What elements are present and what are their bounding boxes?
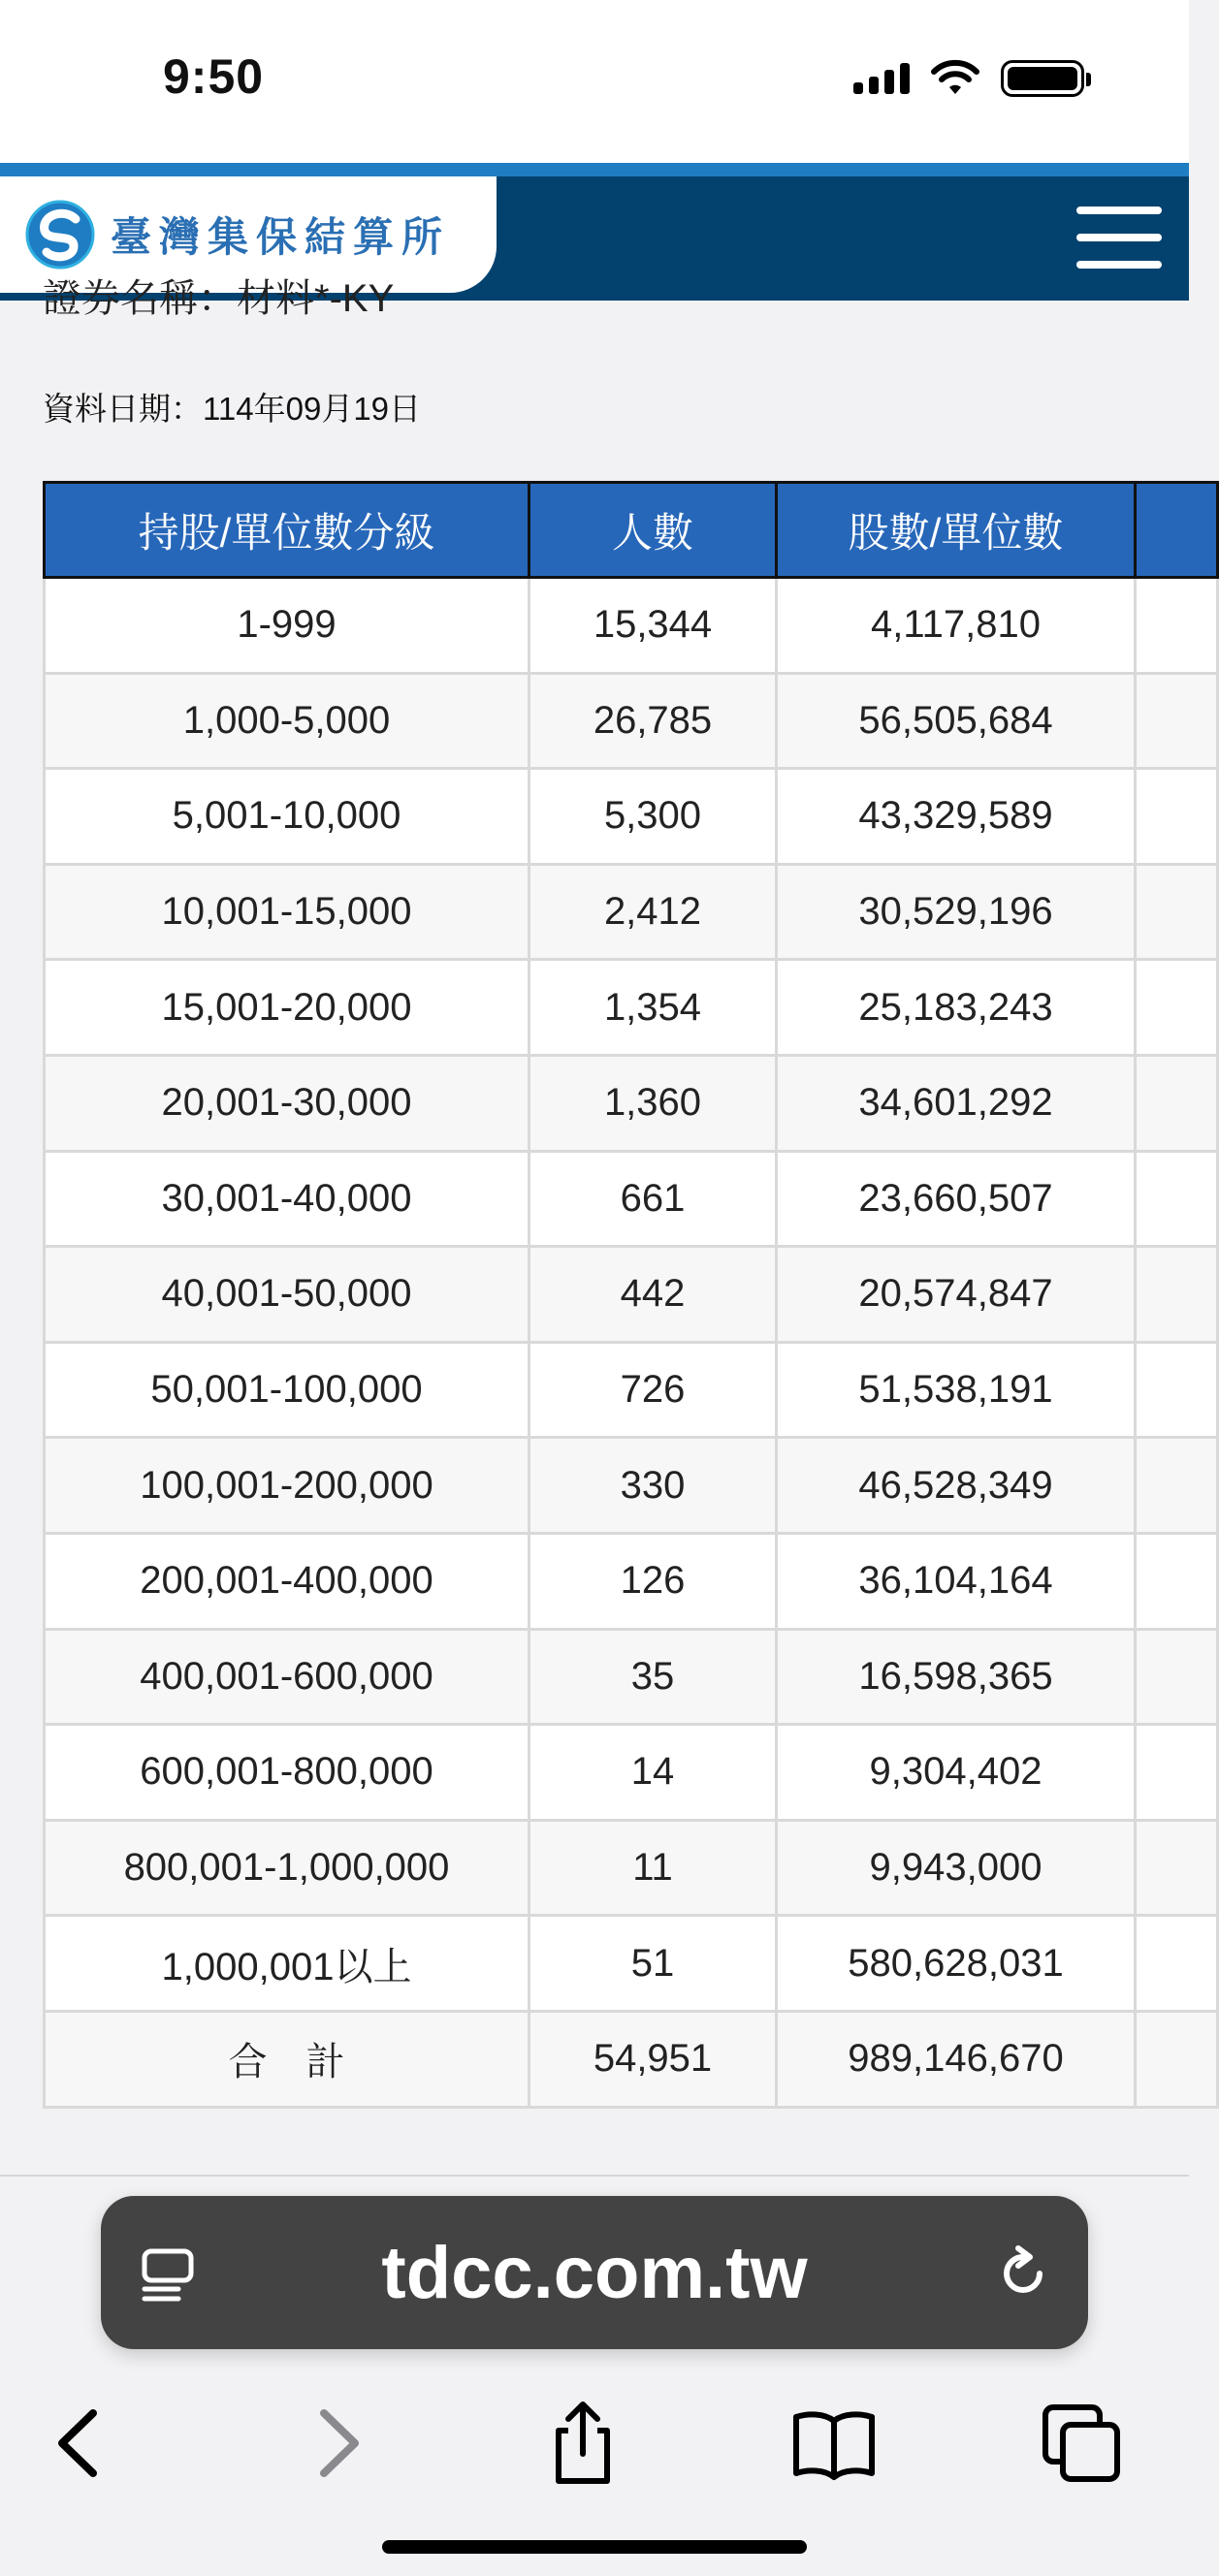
tdcc-logo-icon — [25, 200, 95, 270]
cell-holders: 15,344 — [529, 578, 777, 674]
cell-holders: 2,412 — [529, 864, 777, 960]
cell-shares: 20,574,847 — [777, 1247, 1136, 1343]
hamburger-icon[interactable] — [1076, 207, 1162, 269]
data-date: 資料日期：114年09月19日 — [43, 391, 422, 427]
cell-shares: 56,505,684 — [777, 673, 1136, 769]
cell-truncated — [1136, 673, 1218, 769]
shareholding-table-wrapper[interactable] — [43, 481, 1189, 2109]
cell-truncated — [1136, 1151, 1218, 1247]
shareholding-distribution-table — [43, 481, 1219, 2109]
table-header-row — [45, 483, 1218, 578]
table-row — [45, 960, 1218, 1056]
cell-shares: 25,183,243 — [777, 960, 1136, 1056]
cell-truncated — [1136, 1438, 1218, 1534]
column-header-tier: 持股/單位數分級 — [45, 483, 529, 578]
cell-tier: 1,000-5,000 — [45, 673, 529, 769]
cell-holders: 661 — [529, 1151, 777, 1247]
cell-truncated — [1136, 578, 1218, 674]
table-body — [45, 578, 1218, 2108]
table-row — [45, 1438, 1218, 1534]
cell-truncated — [1136, 1247, 1218, 1343]
cell-truncated — [1136, 2011, 1218, 2107]
cell-tier: 1,000,001以上 — [45, 1916, 529, 2012]
cell-holders: 726 — [529, 1342, 777, 1438]
cell-shares: 23,660,507 — [777, 1151, 1136, 1247]
cell-truncated — [1136, 1629, 1218, 1725]
cell-holders: 330 — [529, 1438, 777, 1534]
status-bar — [0, 0, 1189, 163]
cell-shares: 989,146,670 — [777, 2011, 1136, 2107]
cell-truncated — [1136, 1725, 1218, 1821]
header-accent-strip — [0, 163, 1189, 176]
status-icons — [853, 60, 1084, 97]
column-header-holders: 人數 — [529, 483, 777, 578]
cell-shares: 51,538,191 — [777, 1342, 1136, 1438]
cell-tier: 1-999 — [45, 578, 529, 674]
table-row — [45, 1151, 1218, 1247]
table-row — [45, 1055, 1218, 1151]
url-text[interactable]: tdcc.com.tw — [381, 2232, 808, 2314]
cell-shares: 34,601,292 — [777, 1055, 1136, 1151]
cell-holders: 26,785 — [529, 673, 777, 769]
cell-truncated — [1136, 1916, 1218, 2012]
cell-holders: 11 — [529, 1820, 777, 1916]
cell-holders: 51 — [529, 1916, 777, 2012]
table-row — [45, 1533, 1218, 1629]
browser-toolbar — [0, 2380, 1189, 2496]
table-row — [45, 673, 1218, 769]
column-header-shares: 股數/單位數 — [777, 483, 1136, 578]
cell-holders: 442 — [529, 1247, 777, 1343]
cell-holders: 1,360 — [529, 1055, 777, 1151]
cell-holders: 1,354 — [529, 960, 777, 1056]
table-row — [45, 1725, 1218, 1821]
cell-truncated — [1136, 1342, 1218, 1438]
table-total-row — [45, 2011, 1218, 2107]
cell-tier: 600,001-800,000 — [45, 1725, 529, 1821]
cell-shares: 43,329,589 — [777, 769, 1136, 865]
cell-tier: 30,001-40,000 — [45, 1151, 529, 1247]
table-row — [45, 578, 1218, 674]
cell-holders: 126 — [529, 1533, 777, 1629]
cell-shares: 30,529,196 — [777, 864, 1136, 960]
main-content — [0, 277, 1189, 2177]
cell-tier: 800,001-1,000,000 — [45, 1820, 529, 1916]
address-bar[interactable] — [101, 2196, 1088, 2349]
cell-shares: 580,628,031 — [777, 1916, 1136, 2012]
chevron-right-icon[interactable] — [293, 2400, 380, 2487]
cell-tier: 400,001-600,000 — [45, 1629, 529, 1725]
cell-tier: 40,001-50,000 — [45, 1247, 529, 1343]
cell-truncated — [1136, 1820, 1218, 1916]
table-row — [45, 864, 1218, 960]
cell-tier: 50,001-100,000 — [45, 1342, 529, 1438]
wifi-icon — [931, 61, 979, 96]
book-icon[interactable] — [790, 2400, 878, 2487]
cell-holders: 14 — [529, 1725, 777, 1821]
battery-icon — [1001, 60, 1084, 97]
security-name: 證券名稱：材料*-KY — [43, 277, 395, 320]
cell-tier: 20,001-30,000 — [45, 1055, 529, 1151]
table-row — [45, 1342, 1218, 1438]
cell-truncated — [1136, 1055, 1218, 1151]
cell-shares: 4,117,810 — [777, 578, 1136, 674]
share-icon[interactable] — [539, 2400, 626, 2487]
cell-truncated — [1136, 1533, 1218, 1629]
status-time: 9:50 — [163, 49, 265, 104]
cell-truncated — [1136, 864, 1218, 960]
cell-tier: 100,001-200,000 — [45, 1438, 529, 1534]
browser-bottom-bar — [0, 2177, 1189, 2576]
table-row — [45, 1629, 1218, 1725]
column-header-truncated — [1136, 483, 1218, 578]
cell-tier: 10,001-15,000 — [45, 864, 529, 960]
cell-tier: 200,001-400,000 — [45, 1533, 529, 1629]
cell-holders: 5,300 — [529, 769, 777, 865]
chevron-left-icon[interactable] — [37, 2400, 124, 2487]
table-row — [45, 769, 1218, 865]
table-row — [45, 1247, 1218, 1343]
cell-shares: 36,104,164 — [777, 1533, 1136, 1629]
cell-shares: 16,598,365 — [777, 1629, 1136, 1725]
cell-truncated — [1136, 769, 1218, 865]
cell-shares: 9,304,402 — [777, 1725, 1136, 1821]
cellular-signal-icon — [853, 63, 910, 94]
cell-truncated — [1136, 960, 1218, 1056]
cell-holders: 54,951 — [529, 2011, 777, 2107]
cell-tier: 5,001-10,000 — [45, 769, 529, 865]
cell-tier: 合 計 — [45, 2011, 529, 2107]
cell-shares: 9,943,000 — [777, 1820, 1136, 1916]
cell-holders: 35 — [529, 1629, 777, 1725]
table-row — [45, 1820, 1218, 1916]
cell-tier: 15,001-20,000 — [45, 960, 529, 1056]
tabs-icon[interactable] — [1038, 2400, 1125, 2487]
logo-text: 臺灣集保結算所 — [111, 214, 451, 260]
table-row — [45, 1916, 1218, 2012]
reload-icon[interactable] — [995, 2244, 1053, 2303]
cell-shares: 46,528,349 — [777, 1438, 1136, 1534]
home-indicator — [382, 2540, 807, 2554]
